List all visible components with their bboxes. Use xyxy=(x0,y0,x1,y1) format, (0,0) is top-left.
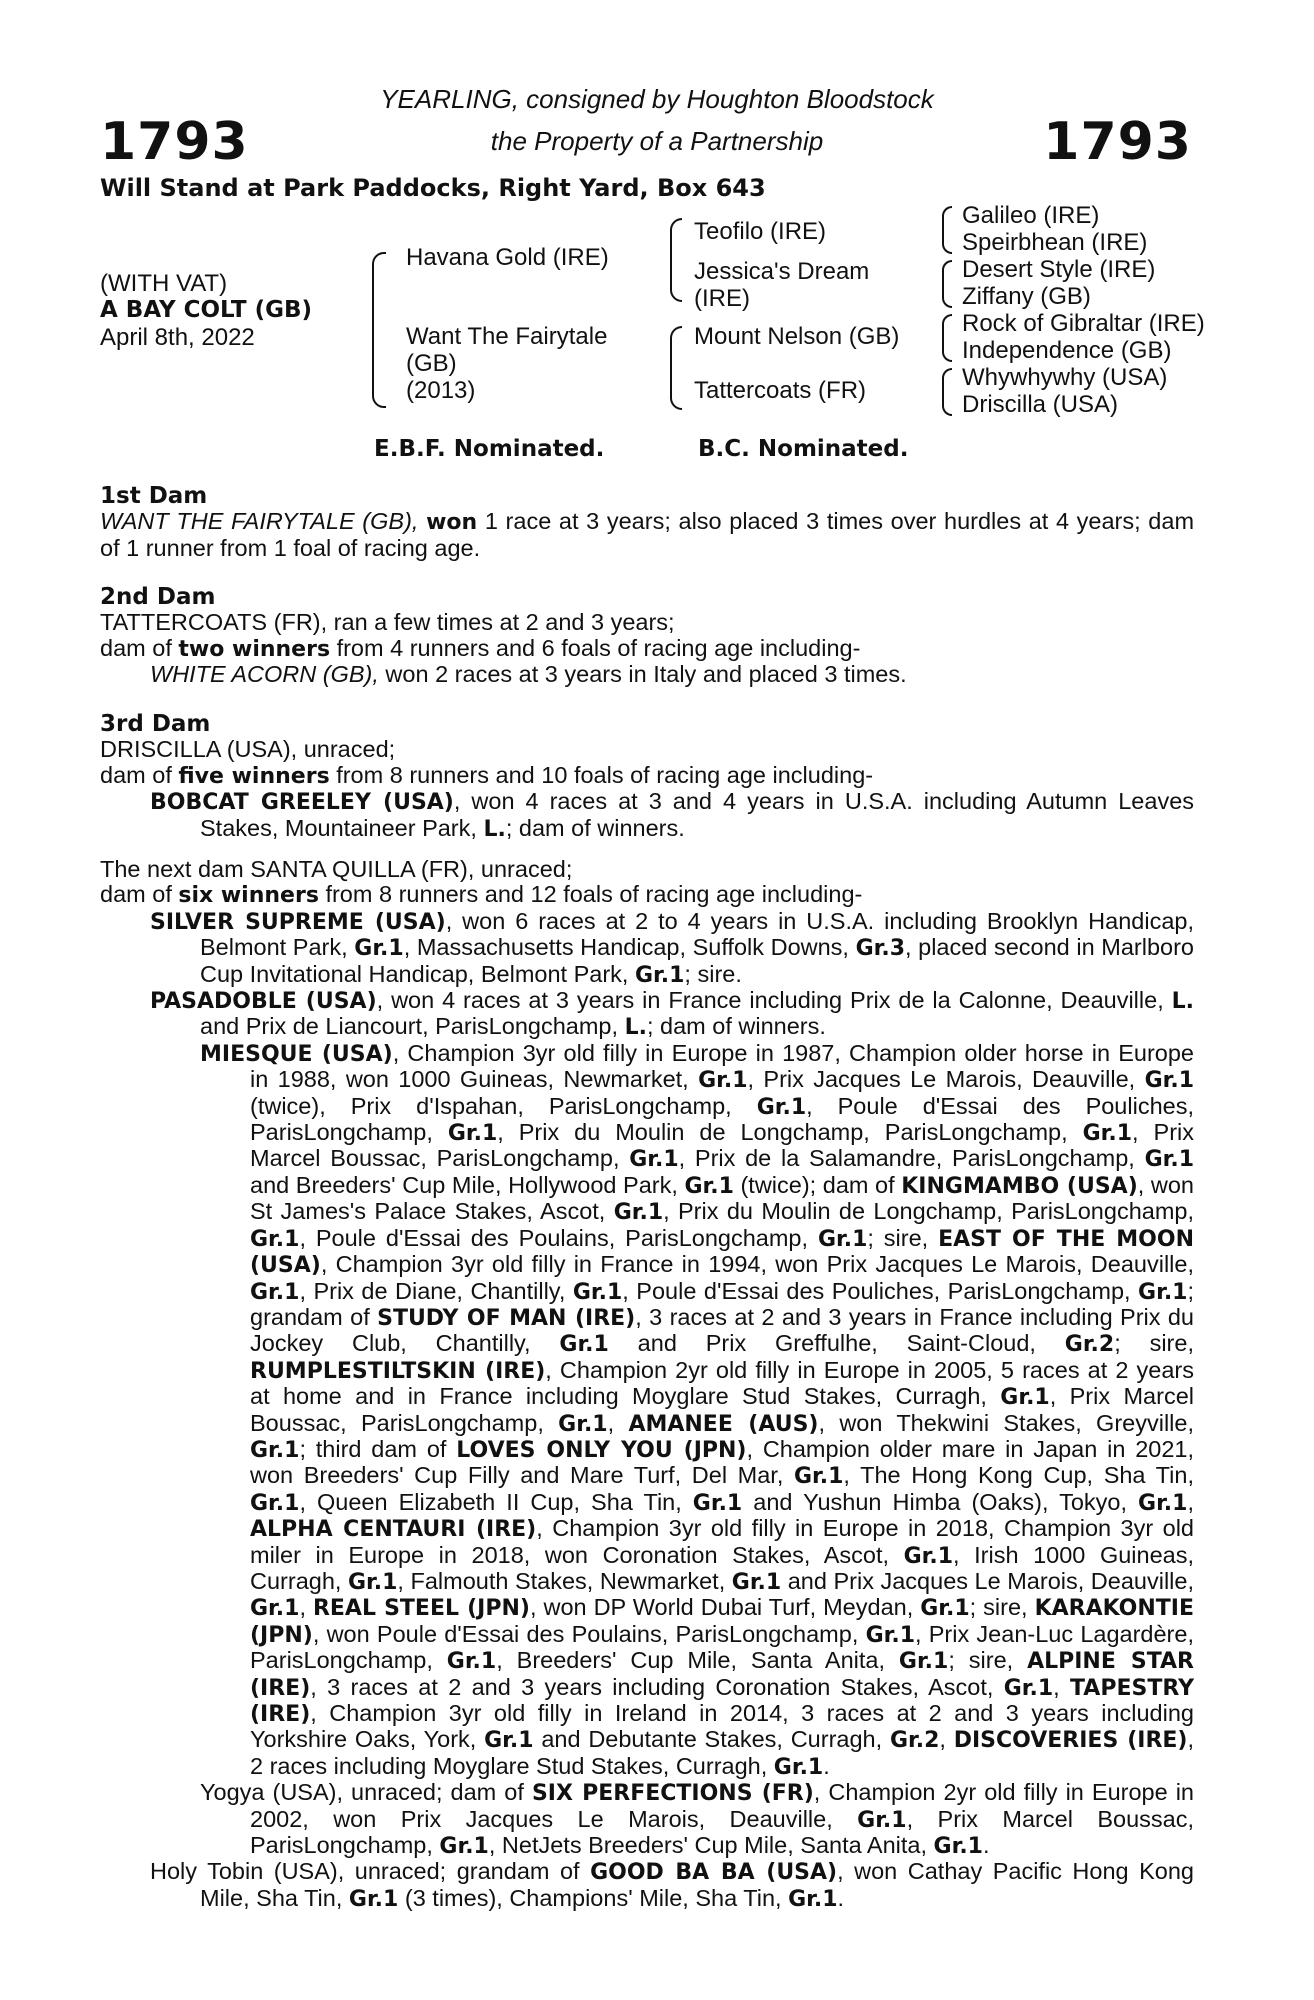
grand-sire-1: Galileo (IRE) xyxy=(962,202,1100,229)
next-dam-line-2: dam of six winners from 8 runners and 12 foals of racing age including- xyxy=(100,881,863,909)
dam-line-2: (GB) xyxy=(406,350,457,377)
pasadoble-entry: PASADOBLE (USA), won 4 races at 3 years in France including Prix de la Calonne, Deauville, L. and Prix de Liancourt, ParisLongchamp, L.; dam of winners. xyxy=(150,987,1195,1041)
grand-dam-2: Ziffany (GB) xyxy=(962,283,1091,310)
bracket-g34 xyxy=(942,260,952,308)
ebf-nominated: E.B.F. Nominated. xyxy=(374,436,605,462)
holy-tobin-entry: Holy Tobin (USA), unraced; grandam of GOOD BA BA (USA), won Cathay Pacific Hong Kong Mile, Sha Tin, Gr.1 (3 times), Champions' Mile, Sha Tin, Gr.1. xyxy=(150,1858,1194,1912)
dam-sire: Mount Nelson (GB) xyxy=(694,323,900,350)
foaling-date: April 8th, 2022 xyxy=(100,324,255,351)
first-dam-text: WANT THE FAIRYTALE (GB), won 1 race at 3 years; also placed 3 times over hurdles at 4 years; dam of 1 runner from 1 foal of racing age. xyxy=(100,508,1195,561)
first-dam-section xyxy=(100,484,1194,561)
second-dam-line-3: WHITE ACORN (GB), won 2 races at 3 years in Italy and placed 3 times. xyxy=(150,661,907,688)
stand-location: Will Stand at Park Paddocks, Right Yard, Box 643 xyxy=(100,174,766,202)
yogya-entry: Yogya (USA), unraced; dam of SIX PERFECTIONS (FR), Champion 2yr old filly in Europe in 2002, won Prix Jacques Le Marois, Deauville, Gr.1, Prix Marcel Boussac, ParisLongchamp, Gr.1, NetJets Breeders' Cup Mile, Santa Anita, Gr.1. xyxy=(200,1779,1195,1860)
third-dam-title: 3rd Dam xyxy=(100,711,211,737)
next-dam-line-1: The next dam SANTA QUILLA (FR), unraced; xyxy=(100,856,573,882)
sire-dam-line-1: Jessica's Dream xyxy=(694,258,870,285)
third-dam-line-2: dam of five winners from 8 runners and 10 foals of racing age including- xyxy=(100,761,874,789)
grand-dam-1: Speirbhean (IRE) xyxy=(962,229,1148,256)
lot-number-right: 1793 xyxy=(1043,112,1192,172)
second-dam-line-2: dam of two winners from 4 runners and 6 foals of racing age including- xyxy=(100,634,861,662)
second-dam-section xyxy=(100,585,1194,688)
grand-dam-3: Independence (GB) xyxy=(962,337,1172,364)
miesque-entry: MIESQUE (USA), Champion 3yr old filly in Europe in 1987, Champion older horse in Europe in 1988, won 1000 Guineas, Newmarket, Gr.1, Prix Jacques Le Marois, Deauville, Gr.1 (twice), Prix d'Ispahan, ParisLongchamp, Gr.1, Poule d'Essai des Pouliches, ParisLongchamp, Gr.1, Prix du Moulin de Longchamp, ParisLongchamp, Gr.1, Prix Marcel Boussac, ParisLongchamp, Gr.1, Prix de la Salamandre, ParisLongchamp, Gr.1 and Breeders' Cup Mile, Hollywood Park, Gr.1 (twice); dam of KINGMAMBO (USA), won St James's Palace Stakes, Ascot, Gr.1, Prix du Moulin de Longchamp, ParisLongchamp, Gr.1, Poule d'Essai des Poulains, ParisLongchamp, Gr.1; sire, EAST OF THE MOON (USA), Champion 3yr old filly in France in 1994, won Prix Jacques Le Marois, Deauville, Gr.1, Prix de Diane, Chantilly, Gr.1, Poule d'Essai des Pouliches, ParisLongchamp, Gr.1; grandam of STUDY OF MAN (IRE), 3 races at 2 and 3 years in France including Prix du Jockey Club, Chantilly, Gr.1 and Prix Greffulhe, Saint-Cloud, Gr.2; sire, RUMPLESTILTSKIN (IRE), Champion 2yr old filly in Europe in 2005, 5 races at 2 years at home and in France including Moyglare Stud Stakes, Curragh, Gr.1, Prix Marcel Boussac, ParisLongchamp, Gr.1, AMANEE (AUS), won Thekwini Stakes, Greyville, Gr.1; third dam of LOVES ONLY YOU (JPN), Champion older mare in Japan in 2021, won Breeders' Cup Filly and Mare Turf, Del Mar, Gr.1, The Hong Kong Cup, Sha Tin, Gr.1, Queen Elizabeth II Cup, Sha Tin, Gr.1 and Yushun Himba (Oaks), Tokyo, Gr.1, ALPHA CENTAURI (IRE), Champion 3yr old filly in Europe in 2018, Champion 3yr old miler in Europe in 2018, won Coronation Stakes, Ascot, Gr.1, Irish 1000 Guineas, Curragh, Gr.1, Falmouth Stakes, Newmarket, Gr.1 and Prix Jacques Le Marois, Deauville, Gr.1, REAL STEEL (JPN), won DP World Dubai Turf, Meydan, Gr.1; sire, KARAKONTIE (JPN), won Poule d'Essai des Poulains, ParisLongchamp, Gr.1, Prix Jean-Luc Lagardère, ParisLongchamp, Gr.1, Breeders' Cup Mile, Santa Anita, Gr.1; sire, ALPINE STAR (IRE), 3 races at 2 and 3 years including Coronation Stakes, Ascot, Gr.1, TAPESTRY (IRE), Champion 3yr old filly in Ireland in 2014, 3 races at 2 and 3 years including Yorkshire Oaks, York, Gr.1 and Debutante Stakes, Curragh, Gr.2, DISCOVERIES (IRE), 2 races including Moyglare Stud Stakes, Curragh, Gr.1. xyxy=(200,1039,1195,1780)
sire: Havana Gold (IRE) xyxy=(406,244,609,271)
horse-name: A BAY COLT (GB) xyxy=(100,297,313,323)
sire-sire: Teofilo (IRE) xyxy=(694,218,827,245)
silver-supreme-entry: SILVER SUPREME (USA), won 6 races at 2 to 4 years in U.S.A. including Brooklyn Handicap, Belmont Park, Gr.1, Massachusetts Handicap, Suffolk Downs, Gr.3, placed second in Marlboro Cup Invitational Handicap, Belmont Park, Gr.1; sire. xyxy=(150,907,1195,988)
third-dam-section xyxy=(100,712,1194,842)
bracket-parents xyxy=(372,252,386,408)
bracket-g78 xyxy=(942,368,952,416)
bracket-g12 xyxy=(942,206,952,254)
second-dam-line-1: TATTERCOATS (FR), ran a few times at 2 and 3 years; xyxy=(100,609,675,636)
grand-sire-2: Desert Style (IRE) xyxy=(962,256,1156,283)
grand-sire-4: Whywhywhy (USA) xyxy=(962,364,1168,391)
third-dam-line-1: DRISCILLA (USA), unraced; xyxy=(100,736,396,763)
second-dam-title: 2nd Dam xyxy=(100,584,216,610)
grand-sire-3: Rock of Gibraltar (IRE) xyxy=(962,310,1205,337)
dam-line-3: (2013) xyxy=(406,377,476,404)
vat-note: (WITH VAT) xyxy=(100,270,228,297)
bc-nominated: B.C. Nominated. xyxy=(698,436,909,462)
dam-dam: Tattercoats (FR) xyxy=(694,377,867,404)
consignor-line: YEARLING, consigned by Houghton Bloodstock xyxy=(380,84,934,114)
third-dam-line-3: BOBCAT GREELEY (USA), won 4 races at 3 and 4 years in U.S.A. including Autumn Leaves Stakes, Mountaineer Park, L.; dam of winners. xyxy=(150,788,1195,842)
lot-number-left: 1793 xyxy=(100,112,249,172)
next-dam-section xyxy=(100,857,1194,1912)
dam-line-1: Want The Fairytale xyxy=(406,323,608,350)
grand-dam-4: Driscilla (USA) xyxy=(962,391,1118,418)
bracket-sire-parents xyxy=(670,218,682,302)
sire-dam-line-2: (IRE) xyxy=(694,285,750,312)
bracket-g56 xyxy=(942,314,952,362)
first-dam-title: 1st Dam xyxy=(100,483,208,509)
property-line: the Property of a Partnership xyxy=(490,126,824,156)
bracket-dam-parents xyxy=(670,326,682,410)
